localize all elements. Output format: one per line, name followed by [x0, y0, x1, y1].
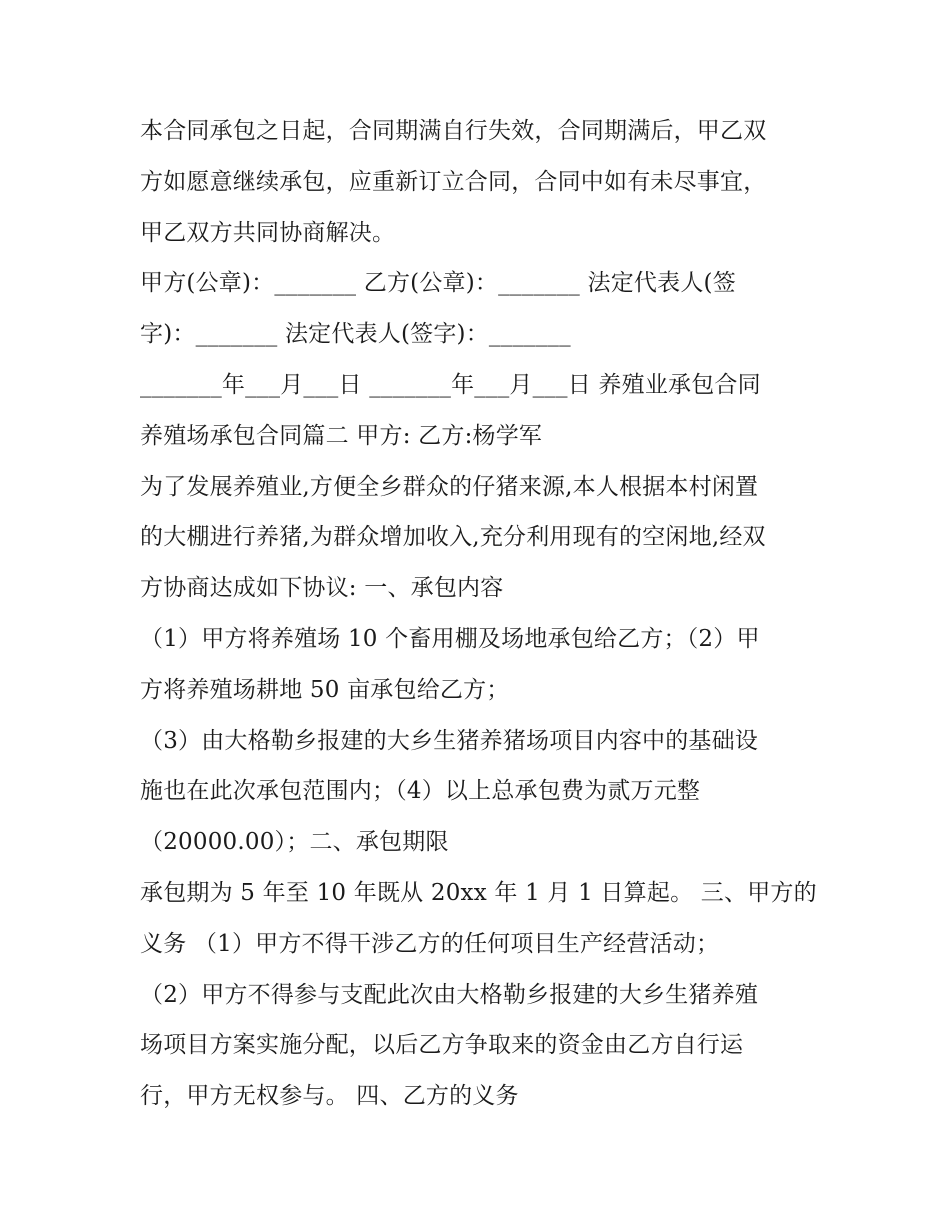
date-line: _______年___月___日 _______年___月___日 养殖业承包合同: [140, 371, 761, 398]
contract-heading: 养殖场承包合同篇二 甲方: 乙方:杨学军: [140, 422, 543, 449]
clause-line: 承包期为 5 年至 10 年既从 20xx 年 1 月 1 日算起。 三、甲方的: [140, 879, 817, 906]
clause-line: 施也在此次承包范围内；（4）以上总承包费为贰万元整: [140, 778, 701, 805]
clause-line: 义务 （1）甲方不得干涉乙方的任何项目生产经营活动；: [140, 930, 720, 957]
text-line: 甲乙双方共同协商解决。: [140, 219, 396, 246]
clause-line: 场项目方案实施分配，以后乙方争取来的资金由乙方自行运: [140, 1032, 744, 1059]
clause-line: 方将养殖场耕地 50 亩承包给乙方；: [140, 676, 510, 703]
clause-line: （1）甲方将养殖场 10 个畜用棚及场地承包给乙方；（2）甲: [140, 625, 760, 652]
clause-line: （20000.00）；二、承包期限: [140, 829, 449, 856]
clause-line: 行，甲方无权参与。 四、乙方的义务: [140, 1083, 519, 1110]
signature-line: 字)：_______ 法定代表人(签字)：_______: [140, 321, 571, 348]
text-line: 为了发展养殖业,方便全乡群众的仔猪来源,本人根据本村闲置: [140, 473, 759, 500]
document-body: [140, 106, 830, 1122]
section-heading-line: 方协商达成如下协议: 一、承包内容: [140, 575, 504, 602]
clause-line: （3）由大格勒乡报建的大乡生猪养猪场项目内容中的基础设: [140, 727, 759, 754]
clause-line: （2）甲方不得参与支配此次由大格勒乡报建的大乡生猪养殖: [140, 981, 759, 1008]
text-line: 本合同承包之日起，合同期满自行失效，合同期满后，甲乙双: [140, 118, 767, 144]
signature-line: 甲方(公章)：_______ 乙方(公章)：_______ 法定代表人(签: [140, 270, 736, 297]
text-line: 方如愿意继续承包，应重新订立合同，合同中如有未尽事宜，: [140, 168, 767, 195]
text-line: 的大棚进行养猪,为群众增加收入,充分利用现有的空闲地,经双: [140, 524, 766, 551]
